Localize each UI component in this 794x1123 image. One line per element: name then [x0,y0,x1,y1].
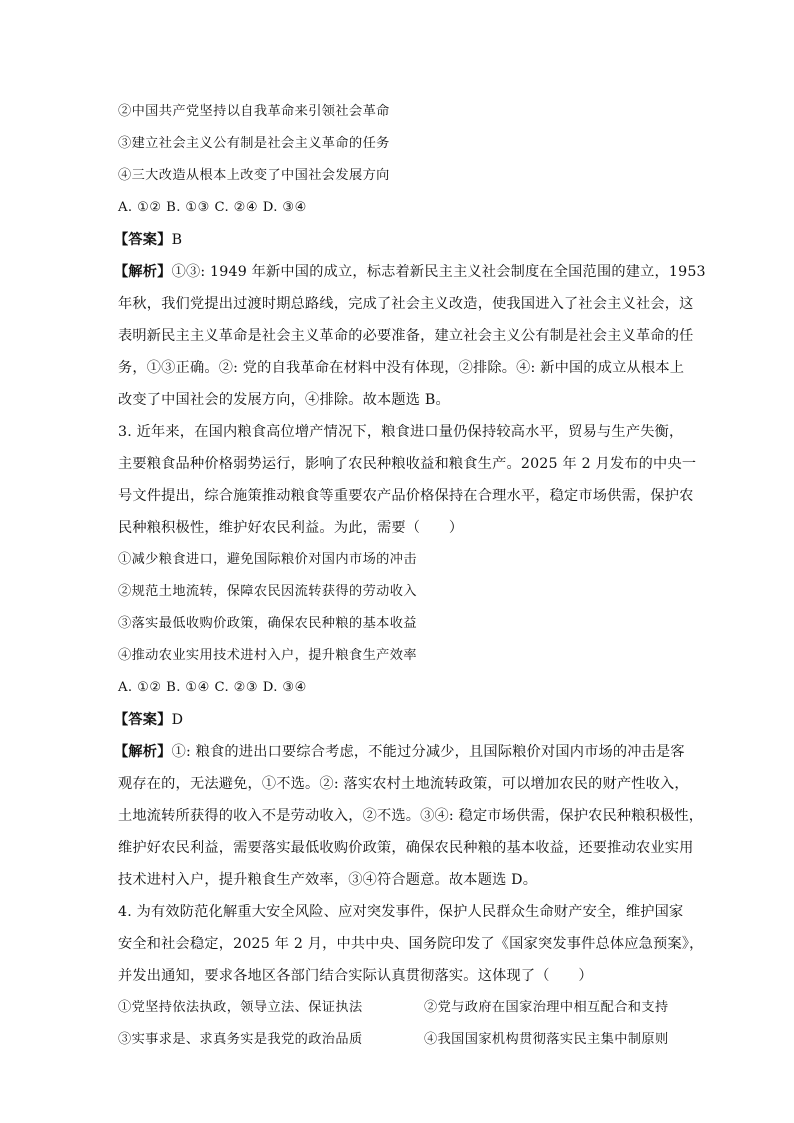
q2-choices: A. ①② B. ①③ C. ②④ D. ③④ [118,200,307,215]
q3-choices: A. ①② B. ①④ C. ②③ D. ③④ [118,680,307,695]
q3-analysis-line-5: 技术进村入户，提升粮食生产效率，③④符合题意。故本题选 D。 [118,872,538,888]
q4-option-3: ③实事求是、求真务实是我党的政治品质 [118,1032,363,1047]
q3-analysis-tag: 【解析】 [114,744,172,760]
q3-option-3: ③落实最低收购价政策，确保农民种粮的基本收益 [118,616,417,631]
q3-analysis-text-1: ①: 粮食的进出口要综合考虑，不能过分减少，且国际粮价对国内市场的冲击是客 [171,744,685,760]
q3-stem-line-4: 民种粮积极性，维护好农民利益。为此，需要（ ） [118,520,464,536]
q3-answer-value: D [171,712,184,728]
q4-option-4: ④我国国家机构贯彻落实民主集中制原则 [424,1032,669,1047]
q2-analysis-line-3: 表明新民主主义革命是社会主义革命的必要准备，建立社会主义公有制是社会主义革命的任 [118,328,694,344]
q2-option-4: ④三大改造从根本上改变了中国社会发展方向 [118,168,390,183]
q2-option-2: ②中国共产党坚持以自我革命来引领社会革命 [118,104,390,119]
q2-answer [114,230,674,250]
q3-analysis-line-4: 维护好农民利益，需要落实最低收购价政策，确保农民种粮的基本收益，还要推动农业实用 [118,840,694,856]
q3-answer [114,710,674,730]
q3-option-4: ④推动农业实用技术进村入户，提升粮食生产效率 [118,648,417,663]
q4-stem-line-1: 4. 为有效防范化解重大安全风险、应对突发事件，保护人民群众生命财产安全，维护国家 [118,904,684,920]
q2-analysis-line-5: 改变了中国社会的发展方向，④排除。故本题选 B。 [118,392,450,408]
q3-option-2: ②规范土地流转，保障农民因流转获得的劳动收入 [118,584,417,599]
q2-analysis-tag: 【解析】 [114,264,172,280]
q2-option-3: ③建立社会主义公有制是社会主义革命的任务 [118,136,390,151]
q4-option-1: ①党坚持依法执政，领导立法、保证执法 [118,1000,363,1015]
q3-analysis-line-1 [114,742,685,762]
q3-stem-line-3: 号文件提出，综合施策推动粮食等重要农产品价格保持在合理水平，稳定市场供需，保护农 [118,488,694,504]
q3-analysis-line-2: 观存在的，无法避免，①不选。②: 落实农村土地流转政策，可以增加农民的财产性收入， [118,776,689,792]
q3-stem-line-2: 主要粮食品种价格弱势运行，影响了农民种粮收益和粮食生产。2025 年 2 月发布的中央一 [118,456,697,472]
q4-option-2: ②党与政府在国家治理中相互配合和支持 [424,1000,669,1015]
q4-stem-line-3: 并发出通知，要求各地区各部门结合实际认真贯彻落实。这体现了（ ） [118,968,593,984]
q2-answer-tag: 【答案】 [114,232,172,248]
q2-analysis-line-1 [114,262,706,282]
q2-analysis-line-2: 年秋，我们党提出过渡时期总路线，完成了社会主义改造，使我国进入了社会主义社会，这 [118,296,694,312]
q2-answer-value: B [171,232,183,248]
q2-analysis-text-1: ①③: 1949 年新中国的成立，标志着新民主主义社会制度在全国范围的建立，1953 [171,264,706,280]
q3-answer-tag: 【答案】 [114,712,172,728]
q3-analysis-line-3: 土地流转所获得的收入不是劳动收入，②不选。③④: 稳定市场供需，保护农民种粮积极性， [118,808,704,824]
q4-stem-line-2: 安全和社会稳定，2025 年 2 月，中共中央、国务院印发了《国家突发事件总体应急预案》， [118,936,704,952]
q2-analysis-line-4: 务，①③正确。②: 党的自我革命在材料中没有体现，②排除。④: 新中国的成立从根本上 [118,360,685,376]
q3-option-1: ①减少粮食进口，避免国际粮价对国内市场的冲击 [118,552,417,567]
q3-stem-line-1: 3. 近年来，在国内粮食高位增产情况下，粮食进口量仍保持较高水平，贸易与生产失衡， [118,424,684,440]
